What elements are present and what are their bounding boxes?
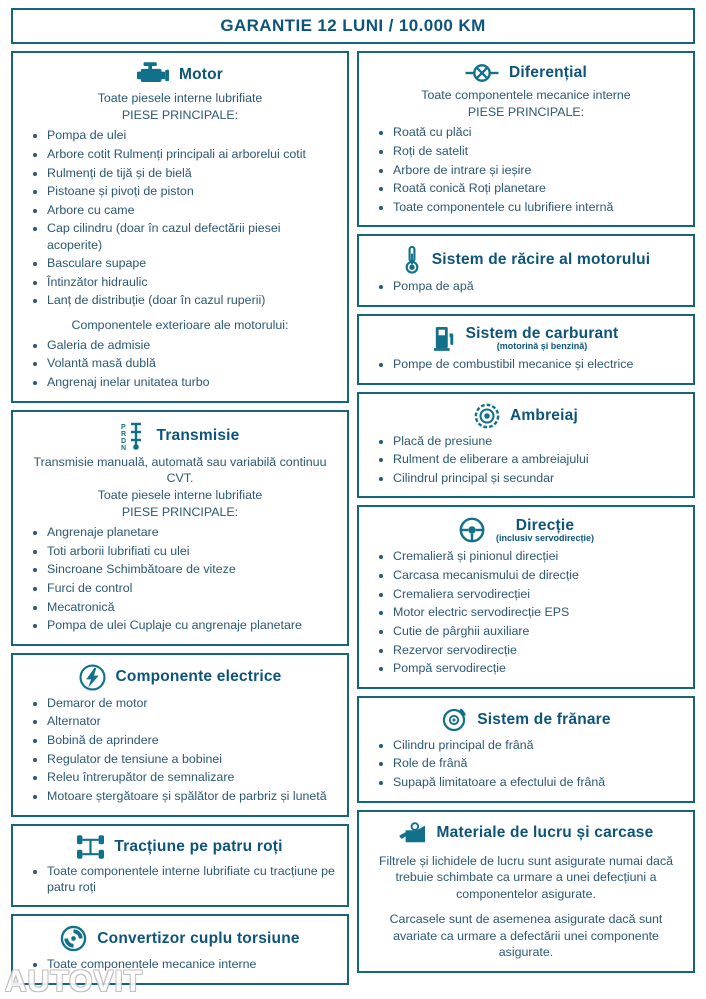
list-item: • Supapă limitatoare a efectului de frână bbox=[393, 774, 683, 790]
section-title: Materiale de lucru și carcase bbox=[436, 823, 654, 841]
list-item: • Roți de satelit bbox=[393, 143, 683, 159]
differential-icon bbox=[465, 62, 499, 84]
list-item: • Pompă servodirecție bbox=[393, 660, 683, 676]
four-wheel-drive-icon bbox=[77, 835, 104, 859]
list-item: • Placă de presiune bbox=[393, 433, 683, 449]
list-item: • Cremalieră și pinionul direcției bbox=[393, 548, 683, 564]
section-transmisie bbox=[11, 410, 349, 646]
bullet-list bbox=[369, 278, 683, 294]
bullet-list bbox=[369, 548, 683, 676]
list-item: • Cilindru principal de frână bbox=[393, 737, 683, 753]
section-intro-line: Transmisie manuală, automată sau variabilă continuu CVT. bbox=[33, 454, 327, 485]
list-item: • Pompa de ulei Cuplaje cu angrenaje planetare bbox=[47, 617, 337, 633]
section-racire bbox=[357, 234, 695, 307]
list-item: • Furci de control bbox=[47, 580, 337, 596]
list-item: • Cilindrul principal și secundar bbox=[393, 470, 683, 486]
section-title: Sistem de frănare bbox=[477, 710, 611, 728]
list-item: • Arbore de intrare și ieșire bbox=[393, 162, 683, 178]
watermark: AUTOVIT bbox=[5, 965, 144, 998]
list-item: • Rulment de eliberare a ambreiajului bbox=[393, 451, 683, 467]
list-item: • Galeria de admisie bbox=[47, 337, 337, 353]
list-item: • Întinzător hidraulic bbox=[47, 274, 337, 290]
bullet-list bbox=[369, 356, 683, 372]
svg-text:P: P bbox=[120, 423, 126, 431]
page-title: GARANTIE 12 LUNI / 10.000 KM bbox=[11, 8, 695, 44]
list-item: • Sincroane Schimbătoare de viteze bbox=[47, 561, 337, 577]
bullet-list bbox=[23, 695, 337, 804]
engine-icon bbox=[137, 62, 169, 87]
section-title-note: (inclusiv servodirecție) bbox=[495, 533, 595, 544]
section-motor bbox=[11, 51, 349, 403]
section-title: Convertizor cuplu torsiune bbox=[97, 929, 300, 947]
list-item: • Motor electric servodirecție EPS bbox=[393, 604, 683, 620]
section-intro-line: PIESE PRINCIPALE: bbox=[121, 504, 239, 519]
left-column bbox=[11, 51, 349, 985]
section-title: Direcție bbox=[515, 516, 575, 534]
section-diferential bbox=[357, 51, 695, 227]
bullet-list bbox=[23, 956, 337, 972]
list-item: • Carcasa mecanismului de direcție bbox=[393, 567, 683, 583]
oil-can-icon bbox=[399, 821, 427, 845]
list-item: • Motoare ștergătoare și spălător de parbriz și lunetă bbox=[47, 788, 337, 804]
list-item: • Cutie de pârghii auxiliare bbox=[393, 623, 683, 639]
list-item: • Mecatronică bbox=[47, 599, 337, 615]
list-item: • Roată cu plăci bbox=[393, 124, 683, 140]
list-item: • Rulmenți de tijă și de bielă bbox=[47, 165, 337, 181]
list-item: • Volantă masă dublă bbox=[47, 355, 337, 371]
bullet-list bbox=[23, 127, 337, 308]
bullet-list bbox=[369, 737, 683, 790]
list-item: • Pistoane și pivoți de piston bbox=[47, 183, 337, 199]
bullet-list bbox=[23, 524, 337, 633]
list-item: • Pompa de ulei bbox=[47, 127, 337, 143]
list-item: • Pompa de apă bbox=[393, 278, 683, 294]
notice-paragraph: Filtrele și lichidele de lucru sunt asigurate numai dacă trebuie schimbate ca urmare a unei defecțiuni a componentelor asigurate. bbox=[378, 853, 674, 902]
columns bbox=[11, 51, 695, 985]
list-item: • Arbore cotit Rulmenți principali ai arborelui cotit bbox=[47, 146, 337, 162]
list-item: • Role de frână bbox=[393, 755, 683, 771]
list-item: • Cremaliera servodirecției bbox=[393, 586, 683, 602]
lightning-icon bbox=[79, 664, 106, 691]
svg-text:D: D bbox=[120, 437, 126, 445]
section-title: Motor bbox=[178, 65, 224, 83]
section-directie bbox=[357, 505, 695, 688]
list-item: • Cap cilindru (doar în cazul defectării piesei acoperite) bbox=[47, 220, 337, 252]
section-intro-line: PIESE PRINCIPALE: bbox=[121, 108, 239, 123]
list-item: • Roată conică Roți planetare bbox=[393, 180, 683, 196]
fuel-pump-icon bbox=[434, 325, 456, 351]
bullet-list bbox=[369, 433, 683, 486]
list-item: • Arbore cu came bbox=[47, 202, 337, 218]
bullet-list bbox=[369, 124, 683, 215]
torque-converter-icon bbox=[60, 925, 87, 952]
list-item: • Lanț de distribuție (doar în cazul ruperii) bbox=[47, 292, 337, 308]
bullet-list bbox=[23, 863, 337, 895]
thermometer-icon bbox=[402, 245, 422, 274]
list-item: • Toti arborii lubrifiati cu ulei bbox=[47, 543, 337, 559]
bullet-list bbox=[23, 337, 337, 390]
section-ambreiaj bbox=[357, 392, 695, 499]
list-item: • Angrenaje planetare bbox=[47, 524, 337, 540]
notice-paragraph: Carcasele sunt de asemenea asigurate dacă sunt avariate ca urmare a defectării unei componente asigurate. bbox=[389, 911, 663, 960]
list-item: • Angrenaj inelar unitatea turbo bbox=[47, 374, 337, 390]
section-materiale bbox=[357, 810, 695, 973]
section-title-note: (motorină și benzină) bbox=[496, 341, 588, 352]
list-item: • Rezervor servodirecție bbox=[393, 642, 683, 658]
list-item: • Basculare supape bbox=[47, 255, 337, 271]
brake-disc-icon bbox=[441, 707, 467, 733]
section-title: Diferențial bbox=[509, 64, 587, 81]
section-intro-line: PIESE PRINCIPALE: bbox=[467, 105, 585, 120]
gear-shifter-icon bbox=[121, 421, 147, 451]
right-column bbox=[357, 51, 695, 973]
list-item: • Pompe de combustibil mecanice și electrice bbox=[393, 356, 683, 372]
section-subheading: Componentele exterioare ale motorului: bbox=[71, 317, 289, 332]
list-item: • Toate componentele mecanice interne bbox=[47, 956, 337, 972]
list-item: • Demaror de motor bbox=[47, 695, 337, 711]
section-title: Ambreiaj bbox=[510, 406, 578, 424]
list-item: • Regulator de tensiune a bobinei bbox=[47, 751, 337, 767]
section-tractiune bbox=[11, 824, 349, 908]
section-franare bbox=[357, 696, 695, 803]
list-item: • Alternator bbox=[47, 713, 337, 729]
section-intro-line: Toate componentele mecanice interne bbox=[421, 88, 631, 102]
section-intro-line: Toate piesele interne lubrifiate bbox=[97, 91, 263, 105]
list-item: • Toate componentele cu lubrifiere internă bbox=[393, 199, 683, 215]
section-title: Componente electrice bbox=[115, 668, 282, 686]
section-title: Tracțiune pe patru roți bbox=[114, 837, 283, 855]
section-title: Sistem de răcire al motorului bbox=[431, 250, 651, 268]
section-title: Sistem de carburant bbox=[465, 325, 619, 342]
list-item: • Releu întrerupător de semnalizare bbox=[47, 769, 337, 785]
svg-text:N: N bbox=[120, 444, 126, 451]
section-carburant bbox=[357, 314, 695, 385]
section-intro-line: Toate piesele interne lubrifiate bbox=[97, 487, 263, 502]
section-convertizor bbox=[11, 914, 349, 985]
steering-wheel-icon bbox=[458, 516, 486, 544]
list-item: • Bobină de aprindere bbox=[47, 732, 337, 748]
section-title: Transmisie bbox=[156, 426, 240, 444]
section-componente-electrice bbox=[11, 653, 349, 817]
list-item: • Toate componentele interne lubrifiate cu tracțiune pe patru roți bbox=[47, 863, 337, 895]
clutch-disc-icon bbox=[474, 403, 500, 429]
svg-text:R: R bbox=[120, 430, 126, 438]
